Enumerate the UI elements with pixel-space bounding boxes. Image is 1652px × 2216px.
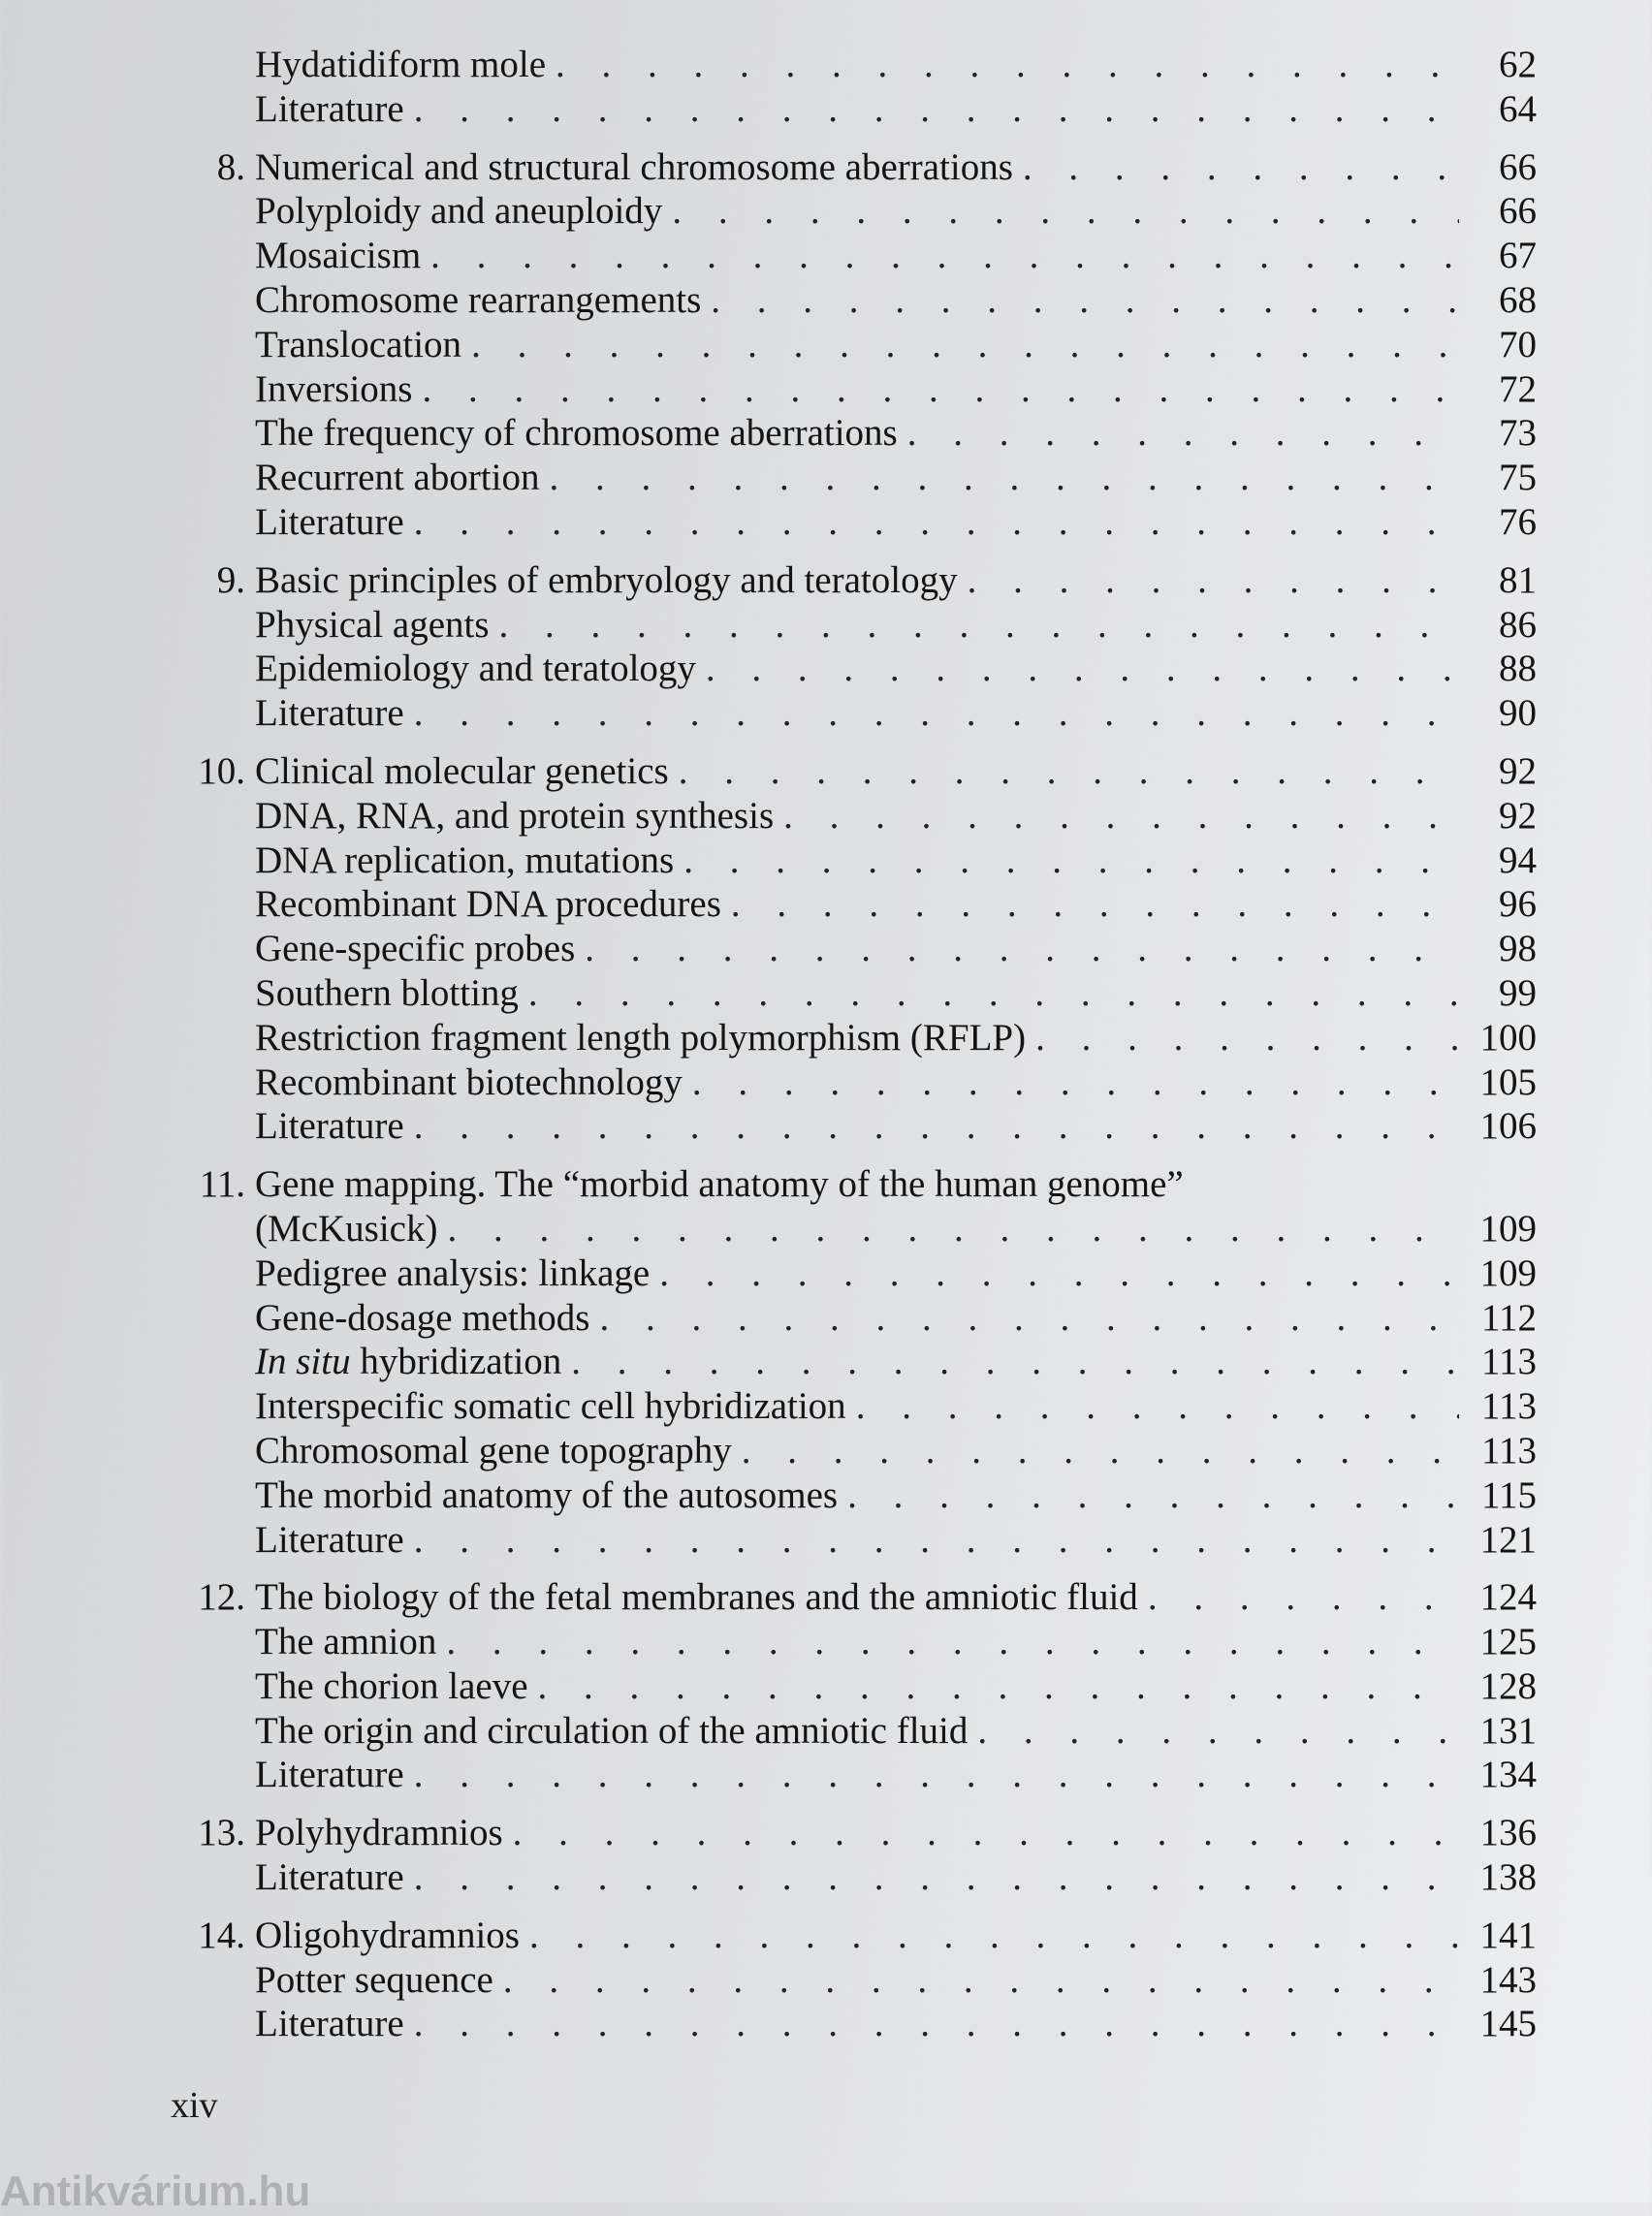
toc-entry	[165, 411, 1537, 456]
dot-leader	[549, 456, 1459, 500]
dot-leader	[503, 1958, 1459, 2003]
entry-title: Literature	[255, 87, 404, 130]
entry-title: The amnion	[255, 1621, 437, 1663]
chapter-list	[165, 145, 1537, 2047]
toc-entry	[165, 1061, 1537, 1105]
entry-title: Recurrent abortion	[255, 457, 540, 499]
toc-entry	[165, 323, 1537, 367]
dot-leader	[422, 367, 1459, 412]
toc-entry	[165, 1251, 1537, 1296]
entry-page: 99	[1499, 971, 1537, 1014]
toc-entry	[165, 234, 1537, 278]
entry-page: 67	[1499, 235, 1537, 277]
entry-title: Potter sequence	[255, 1958, 493, 2001]
entry-title: Southern blotting	[255, 971, 519, 1014]
dot-leader	[977, 1709, 1459, 1754]
toc-chapter-heading	[165, 1811, 1537, 1855]
entry-title-italic: In situ	[255, 1341, 351, 1383]
chapter-number: 10.	[198, 749, 245, 792]
dot-leader	[414, 87, 1459, 132]
dot-leader	[731, 882, 1459, 927]
dot-leader	[430, 234, 1459, 278]
entry-page: 86	[1499, 603, 1537, 646]
toc-chapter	[165, 1914, 1537, 2046]
toc-entry	[165, 1296, 1537, 1341]
chapter-title: Numerical and structural chromosome aberrations	[255, 145, 1013, 188]
entry-page: 96	[1499, 883, 1537, 926]
entry-title: The chorion laeve	[255, 1664, 528, 1707]
toc-entry	[165, 43, 1537, 87]
entry-title: DNA replication, mutations	[255, 839, 675, 881]
dot-leader	[529, 1914, 1459, 1958]
toc-chapter	[165, 1811, 1537, 1900]
entry-page: 94	[1499, 839, 1537, 881]
dot-leader	[414, 1855, 1459, 1900]
dot-leader	[414, 1104, 1459, 1149]
dot-leader	[968, 558, 1459, 603]
toc-chapter-heading	[165, 145, 1537, 190]
dot-leader	[414, 2002, 1459, 2046]
toc-entry	[165, 1104, 1537, 1149]
entry-page: 125	[1479, 1621, 1537, 1663]
chapter-title: Polyhydramnios	[255, 1812, 503, 1854]
dot-leader	[538, 1664, 1459, 1709]
entry-page: 98	[1499, 928, 1537, 970]
chapter-page: 136	[1479, 1812, 1537, 1854]
entry-page: 131	[1479, 1709, 1537, 1752]
entry-page: 143	[1479, 1958, 1537, 2001]
chapter-title: Clinical molecular genetics	[255, 749, 669, 792]
dot-leader	[679, 749, 1459, 794]
entry-page: 75	[1499, 457, 1537, 499]
entry-title: Restriction fragment length polymorphism (RFLP)	[255, 1016, 1027, 1059]
toc-entry	[165, 1340, 1537, 1384]
dot-leader	[683, 839, 1459, 883]
toc-chapter-heading-cont	[165, 1207, 1537, 1251]
entry-page: 113	[1480, 1341, 1537, 1383]
entry-title: Polyploidy and aneuploidy	[255, 190, 663, 233]
toc-chapter-heading	[165, 1575, 1537, 1620]
entry-page: 73	[1499, 412, 1537, 455]
entry-title: Literature	[255, 2003, 404, 2045]
dot-leader	[783, 794, 1459, 839]
chapter-number: 9.	[216, 558, 245, 601]
entry-page: 105	[1479, 1061, 1537, 1103]
dot-leader	[414, 500, 1459, 545]
entry-page: 68	[1499, 278, 1537, 321]
entry-title: Literature	[255, 692, 404, 735]
toc-entry	[165, 971, 1537, 1016]
chapter-number: 8.	[216, 145, 245, 188]
entry-page: 138	[1479, 1856, 1537, 1899]
entry-page: 90	[1499, 692, 1537, 735]
dot-leader	[528, 971, 1459, 1016]
toc-entry	[165, 794, 1537, 839]
entry-title: The morbid anatomy of the autosomes	[255, 1473, 839, 1516]
dot-leader	[856, 1384, 1459, 1429]
entry-page: 72	[1499, 367, 1537, 410]
chapter-page: 141	[1479, 1914, 1537, 1956]
entry-title: Epidemiology and teratology	[255, 648, 696, 690]
chapter-title: Basic principles of embryology and teratology	[255, 558, 958, 601]
toc-entry	[165, 278, 1537, 323]
entry-title: Literature	[255, 1856, 404, 1899]
toc-entry	[165, 189, 1537, 234]
entry-page: 115	[1480, 1473, 1537, 1516]
entry-page: 70	[1499, 323, 1537, 365]
toc-entry	[165, 839, 1537, 883]
dot-leader	[446, 1620, 1459, 1664]
dot-leader	[659, 1251, 1459, 1296]
toc-chapter	[165, 145, 1537, 545]
chapter-page: 124	[1479, 1576, 1537, 1619]
entry-page: 64	[1499, 87, 1537, 130]
toc-chapter-heading	[165, 749, 1537, 794]
entry-page: 121	[1479, 1518, 1537, 1561]
entry-page: 109	[1479, 1251, 1537, 1294]
dot-leader	[513, 1811, 1459, 1855]
dot-leader	[556, 43, 1459, 87]
toc-chapter	[165, 1575, 1537, 1797]
dot-leader	[1023, 145, 1459, 190]
entry-page: 113	[1480, 1429, 1537, 1472]
dot-leader	[1148, 1575, 1459, 1620]
toc-entry	[165, 456, 1537, 500]
entry-page: 88	[1499, 648, 1537, 690]
dot-leader	[1035, 1016, 1459, 1061]
toc-entry	[165, 1958, 1537, 2003]
toc-entry	[165, 2002, 1537, 2046]
entry-page: 92	[1499, 794, 1537, 837]
entry-title: Literature	[255, 1754, 404, 1796]
entry-title: Chromosomal gene topography	[255, 1429, 732, 1472]
dot-leader	[414, 1753, 1459, 1797]
entry-title: Literature	[255, 1105, 404, 1148]
toc-entry	[165, 1518, 1537, 1563]
entry-page: 66	[1499, 190, 1537, 233]
toc-entry	[165, 691, 1537, 736]
toc-chapter-heading	[165, 1914, 1537, 1958]
entry-title: Physical agents	[255, 603, 490, 646]
entry-title-rest: hybridization	[350, 1341, 562, 1383]
entry-title: Literature	[255, 1518, 404, 1561]
chapter-title-continued: (McKusick)	[255, 1207, 438, 1250]
entry-page: 62	[1499, 44, 1537, 85]
entry-page: 76	[1499, 500, 1537, 543]
entry-title: Translocation	[255, 323, 462, 365]
entry-title: Literature	[255, 500, 404, 543]
entry-title: Chromosome rearrangements	[255, 278, 702, 321]
chapter-title: The biology of the fetal membranes and the amniotic fluid	[255, 1576, 1138, 1619]
entry-page: 128	[1479, 1664, 1537, 1707]
toc-entry	[165, 87, 1537, 132]
chapter-page: 66	[1499, 145, 1537, 188]
chapter-page: 92	[1499, 749, 1537, 792]
dot-leader	[414, 1518, 1459, 1563]
dot-leader	[847, 1473, 1459, 1518]
entry-title: The origin and circulation of the amniotic fluid	[255, 1709, 969, 1752]
dot-leader	[499, 603, 1459, 648]
toc-chapter-heading	[165, 558, 1537, 603]
dot-leader	[711, 278, 1459, 323]
toc-entry	[165, 1429, 1537, 1473]
entry-page: 134	[1479, 1754, 1537, 1796]
entry-title: Recombinant biotechnology	[255, 1061, 683, 1103]
dot-leader	[599, 1296, 1459, 1341]
toc-entry	[165, 1620, 1537, 1664]
entry-title: Hydatidiform mole	[255, 44, 547, 85]
dot-leader	[447, 1207, 1459, 1251]
entry-title: Gene-dosage methods	[255, 1296, 590, 1339]
toc-chapter	[165, 1162, 1537, 1562]
watermark: Antikvárium.hu	[0, 2168, 311, 2215]
chapter-number: 14.	[198, 1914, 245, 1956]
dot-leader	[471, 323, 1459, 367]
chapter-number: 13.	[198, 1812, 245, 1854]
chapter-number: 12.	[198, 1576, 245, 1619]
dot-leader	[414, 691, 1459, 736]
entry-page: 112	[1480, 1296, 1537, 1339]
dot-leader	[706, 647, 1459, 691]
toc-chapter	[165, 558, 1537, 736]
toc-entry	[165, 1016, 1537, 1061]
entry-title: Gene-specific probes	[255, 928, 576, 970]
toc-entry	[165, 647, 1537, 691]
toc-entry	[165, 882, 1537, 927]
toc-entry	[165, 1709, 1537, 1754]
entry-page: 113	[1480, 1385, 1537, 1428]
toc-entry	[165, 500, 1537, 545]
entry-title: Mosaicism	[255, 235, 422, 277]
dot-leader	[742, 1429, 1459, 1473]
chapter-page: 81	[1499, 558, 1537, 601]
toc-chapter	[165, 749, 1537, 1149]
entry-title: Inversions	[255, 367, 413, 410]
entry-page: 145	[1479, 2003, 1537, 2045]
toc-continued-block	[165, 43, 1537, 132]
entry-title: Interspecific somatic cell hybridization	[255, 1385, 846, 1428]
entry-title: The frequency of chromosome aberrations	[255, 412, 898, 455]
toc-entry	[165, 927, 1537, 971]
toc-chapter-heading	[165, 1162, 1537, 1207]
toc-entry	[165, 1384, 1537, 1429]
entry-title	[255, 1340, 561, 1384]
entry-title: DNA, RNA, and protein synthesis	[255, 794, 775, 837]
dot-leader	[571, 1340, 1459, 1384]
entry-page: 106	[1479, 1105, 1537, 1148]
dot-leader	[907, 411, 1459, 456]
chapter-number: 11.	[199, 1163, 245, 1206]
dot-leader	[692, 1061, 1459, 1105]
chapter-page: 109	[1479, 1207, 1537, 1250]
toc-entry	[165, 603, 1537, 648]
chapter-title: Gene mapping. The “morbid anatomy of the human genome”	[255, 1163, 1184, 1206]
dot-leader	[585, 927, 1459, 971]
entry-title: Recombinant DNA procedures	[255, 883, 721, 926]
dot-leader	[672, 189, 1459, 234]
entry-page: 100	[1479, 1016, 1537, 1059]
page-number: xiv	[171, 2085, 218, 2126]
table-of-contents	[165, 43, 1537, 2060]
toc-entry	[165, 1753, 1537, 1797]
entry-title: Pedigree analysis: linkage	[255, 1251, 651, 1294]
toc-entry	[165, 1473, 1537, 1518]
toc-entry	[165, 1855, 1537, 1900]
chapter-title: Oligohydramnios	[255, 1914, 520, 1956]
toc-entry	[165, 367, 1537, 412]
toc-entry	[165, 1664, 1537, 1709]
